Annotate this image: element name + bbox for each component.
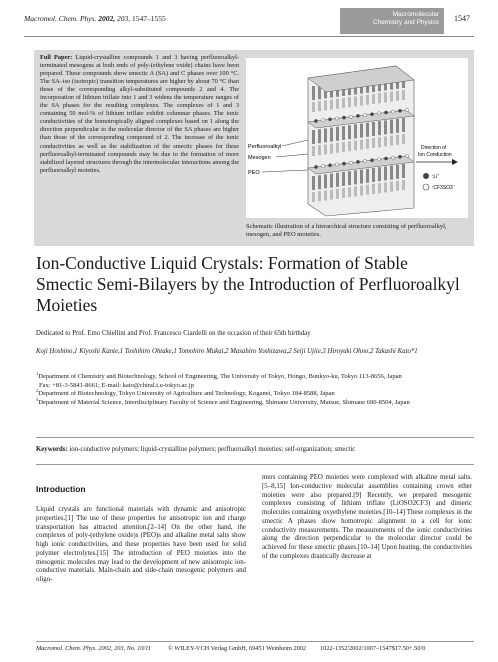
perfluoroalkyl-rod [396, 91, 399, 101]
mesogen-rod [330, 174, 333, 188]
ion-dot [321, 119, 324, 122]
mesogen-rod [360, 170, 363, 184]
ion-dot [370, 113, 373, 116]
mesogen-rod [336, 127, 339, 141]
perfluoroalkyl-rod [324, 100, 327, 110]
author-list: Koji Hoshino,1 Kiyoshi Kanie,1 Toshihiro Ohtake,1 Tomohiro Mukai,2 Masahiro Yoshizawa,2 Seiji Ujiie,3 Hiroyuki Ohno,2 Takashi Kato*1 [36, 348, 418, 355]
perfluoroalkyl-rod [396, 135, 399, 145]
article-title: Ion-Conductive Liquid Crystals: Formation of Stable Smectic Semi-Bilayers by the Introduction of Perfluoroalkyl Moieties [36, 253, 460, 315]
journal-name: Macromol. Chem. Phys. [24, 14, 97, 23]
perfluoroalkyl-rod [360, 140, 363, 150]
perfluoroalkyl-rod [330, 190, 333, 200]
perfluoroalkyl-rod [384, 136, 387, 146]
abstract [40, 54, 239, 175]
affiliation-1: $^1$Department of Chemistry and Biotechnology, School of Engineering, The University of Tokyo, Hongo, Bunkyo-ku, Tokyo 113-8656, Japan [36, 370, 402, 380]
ion-dot [328, 118, 331, 121]
mesogen-rod [330, 128, 333, 142]
mesogen-rod [372, 122, 375, 136]
affiliation-2: $^2$Department of Biotechnology, Tokyo University of Agriculture and Technology, Koganei, Tokyo 184-8588, Japan [36, 388, 335, 398]
perfluoroalkyl-rod [324, 144, 327, 154]
schematic-figure [246, 58, 468, 218]
ion-dot [391, 110, 394, 113]
mesogen-rod [342, 172, 345, 186]
perfluoroalkyl-rod [318, 145, 321, 155]
perfluoroalkyl-rod [342, 142, 345, 152]
legend-li: :Li+ [432, 173, 440, 180]
ion-dot [349, 161, 352, 164]
header-rule [24, 36, 474, 37]
mesogen-rod [396, 119, 399, 133]
perfluoroalkyl-rod [312, 192, 315, 202]
mesogen-rod [378, 167, 381, 181]
ion-dot [342, 116, 345, 119]
perfluoroalkyl-rod [390, 92, 393, 102]
logo-line-2: Chemistry and Physics [372, 19, 439, 26]
legend-cf3so3: :CF3SO3− [432, 184, 455, 191]
mesogen-rod [342, 126, 345, 140]
mesogen-rod [324, 174, 327, 188]
perfluoroalkyl-rod [354, 96, 357, 106]
perfluoroalkyl-rod [324, 190, 327, 200]
journal-pages: 1547–1555 [132, 14, 166, 23]
perfluoroalkyl-rod [378, 183, 381, 193]
perfluoroalkyl-rod [390, 182, 393, 192]
label-mesogen: Mesogen [248, 155, 271, 161]
perfluoroalkyl-rod [330, 100, 333, 110]
perfluoroalkyl-rod [402, 134, 405, 144]
running-header [24, 14, 166, 23]
label-perfluoroalkyl: Perfluoroalkyl [248, 144, 282, 150]
section-heading: Introduction [36, 484, 86, 494]
ion-dot [363, 113, 366, 116]
page-number: 1547 [454, 14, 470, 23]
perfluoroalkyl-rod [366, 139, 369, 149]
mesogen-rod [336, 173, 339, 187]
footer-code: 1022-1352/2002/1007–1547$17.50+.50/0 [320, 645, 426, 652]
perfluoroalkyl-rod [372, 138, 375, 148]
perfluoroalkyl-rod [366, 185, 369, 195]
mesogen-rod [402, 164, 405, 178]
keywords [36, 446, 466, 453]
legend-li-dot [423, 173, 429, 179]
perfluoroalkyl-rod [336, 99, 339, 109]
ion-dot [328, 164, 331, 167]
affiliation-3: $^3$Department of Material Science, Interdisciplinary Faculty of Science and Engineering, Shimane University, Matsue, Shimane 690-8504, Japan [36, 396, 410, 406]
keywords-rule-bottom [36, 464, 474, 465]
mesogen-rod [318, 129, 321, 143]
keywords-label: Keywords: [36, 446, 68, 453]
perfluoroalkyl-rod [378, 137, 381, 147]
footer-rule [36, 641, 474, 642]
mesogen-rod [354, 170, 357, 184]
perfluoroalkyl-rod [342, 98, 345, 108]
mesogen-rod [390, 166, 393, 180]
perfluoroalkyl-rod [396, 181, 399, 191]
ion-dot [314, 165, 317, 168]
ion-dot [363, 159, 366, 162]
perfluoroalkyl-rod [384, 92, 387, 102]
mesogen-rod [390, 120, 393, 134]
footer-publisher: © WILEY-VCH Verlag GmbH, 69451 Weinheim 2002 [168, 645, 307, 652]
mesogen-rod [360, 124, 363, 138]
figure-caption: Schematic illustration of a hierarchical structure consisting of perfluoroalkyl, mesogen, and PEO moieties. [246, 223, 447, 238]
ion-dot [391, 156, 394, 159]
affiliations [36, 370, 466, 407]
body-column-2: mers containing PEO moieties were complexed with alkaline metal salts.[5–8,15] Ion-conductive molecular assemblies containing crown ether moieties were also prepared.[9] Recently, we prepared mesogenic complexes consisting of lithium triflate (LiOSO2CF3) and dimeric molecules containing oxyethylene moieties.[10–14] These complexes in the smectic A phases show homotropic alignment in a cell for ionic conductivity measurements. The measurements of the ionic conductivities along the direction perpendicular to the molecular director could be achieved for these smectic phases.[10–14] Upon heating, the conductivities of the complexes drastically decrease at [262, 474, 472, 560]
ion-dot [356, 114, 359, 117]
ion-dot [356, 160, 359, 163]
label-peo: PEO [248, 170, 260, 176]
perfluoroalkyl-rod [366, 95, 369, 105]
logo-line-1: Macromolecular [392, 11, 439, 18]
ion-dot [342, 162, 345, 165]
perfluoroalkyl-rod [348, 187, 351, 197]
perfluoroalkyl-rod [330, 144, 333, 154]
mesogen-rod [312, 130, 315, 144]
mesogen-rod [402, 118, 405, 132]
perfluoroalkyl-rod [402, 180, 405, 190]
affiliation-1-contact: Fax: +81-3-5841-8661; E-mail: kato@chiral.t.u-tokyo.ac.jp [39, 381, 194, 389]
perfluoroalkyl-rod [360, 96, 363, 106]
perfluoroalkyl-rod [348, 97, 351, 107]
perfluoroalkyl-rod [312, 102, 315, 112]
label-direction-2: Ion Conduction [418, 152, 452, 158]
ion-dot [384, 157, 387, 160]
perfluoroalkyl-rod [372, 184, 375, 194]
journal-volume: 203, [117, 14, 131, 23]
mesogen-rod [312, 176, 315, 190]
label-direction-1: Direction of [421, 145, 447, 151]
keywords-text: ion-conductive polymers; liquid-crystalline polymers; perfluoroalkyl moieties; self-organization; smectic [69, 446, 356, 453]
perfluoroalkyl-rod [318, 191, 321, 201]
perfluoroalkyl-rod [336, 143, 339, 153]
mesogen-rod [312, 86, 315, 100]
perfluoroalkyl-rod [402, 90, 405, 100]
mesogen-rod [348, 125, 351, 139]
perfluoroalkyl-rod [342, 188, 345, 198]
dedication: Dedicated to Prof. Emo Chiellini and Prof. Francesco Ciardelli on the occasion of their 65th birthday [36, 330, 311, 337]
ion-dot [321, 165, 324, 168]
journal-year: 2002, [98, 14, 116, 23]
ion-dot [405, 108, 408, 111]
ion-dot [335, 117, 338, 120]
perfluoroalkyl-rod [372, 94, 375, 104]
ion-dot [377, 112, 380, 115]
perfluoroalkyl-rod [390, 136, 393, 146]
perfluoroalkyl-rod [378, 93, 381, 103]
perfluoroalkyl-rod [354, 186, 357, 196]
layer-stack [308, 66, 414, 216]
mesogen-rod [318, 175, 321, 189]
legend-cf3so3-dot [423, 184, 429, 190]
keywords-rule-top [36, 437, 474, 438]
perfluoroalkyl-rod [384, 182, 387, 192]
ion-dot [384, 111, 387, 114]
ion-dot [370, 159, 373, 162]
footer-citation: Macromol. Chem. Phys. 2002, 203, No. 10/11 [36, 645, 152, 652]
journal-logo [340, 8, 444, 34]
mesogen-rod [384, 166, 387, 180]
perfluoroalkyl-rod [318, 101, 321, 111]
ion-dot [398, 155, 401, 158]
perfluoroalkyl-rod [336, 189, 339, 199]
mesogen-rod [396, 165, 399, 179]
ion-dot [314, 119, 317, 122]
perfluoroalkyl-rod [312, 146, 315, 156]
ion-dot [377, 158, 380, 161]
mesogen-rod [366, 169, 369, 183]
ion-dot [349, 115, 352, 118]
ion-dot [335, 163, 338, 166]
perfluoroalkyl-rod [354, 140, 357, 150]
body-column-1: Liquid crystals are functional materials with dynamic and anisotropic properties.[1] The use of these properties for anisotropic ion and charge transportation has attracted attention.[2–14] On the other hand, the complexes of poly-(ethylene oxide)s (PEO)s and alkaline metal salts show high ionic conductivities, and these properties have been used for solid polymer electrolytes.[15] The introduction of PEO moieties into the mesogenic molecules may lead to the development of new anisotropic ion-conductive materials. Main-chain and side-chain mesogenic polymers and oligo- [36, 506, 246, 583]
mesogen-rod [366, 123, 369, 137]
ion-dot [405, 154, 408, 157]
ion-dot [398, 109, 401, 112]
mesogen-rod [324, 128, 327, 142]
perfluoroalkyl-rod [360, 186, 363, 196]
mesogen-rod [348, 171, 351, 185]
mesogen-rod [384, 120, 387, 134]
mesogen-rod [372, 168, 375, 182]
mesogen-rod [354, 124, 357, 138]
abstract-text: Liquid-crystalline compounds 1 and 3 having perfluoroalkyl-terminated mesogens at both ends of poly-(ethylene oxide) chains have been prepared. These compounds show smectic A (SA) and C phases over 100 °C. The SA–iso (isotropic) transition temperatures are higher by about 70 °C than those of the corresponding alkyl-substituted compounds 2 and 4. The incorporation of lithium triflate into 1 and 3 widens the temperature ranges of the SA phases for the resulting complexes. The complexes of 1 and 3 containing 50 mol-% of lithium triflate exhibit columnar phases. The ionic conductivities of the homotropically aligned complexes based on 1 along the direction perpendicular to the molecular director of the SA phases are higher than those of the corresponding compound of 2. The increase of the ionic conductivities as well as the stabilization of the smectic phases for these perfluoroalkyl-terminated compounds may be due to the formation of more stabilized layered structures through the intermolecular interactions among the perfluoroalkyl moieties. [40, 54, 240, 174]
perfluoroalkyl-rod [348, 141, 351, 151]
abstract-lead: Full Paper: [40, 54, 73, 61]
mesogen-rod [378, 121, 381, 135]
